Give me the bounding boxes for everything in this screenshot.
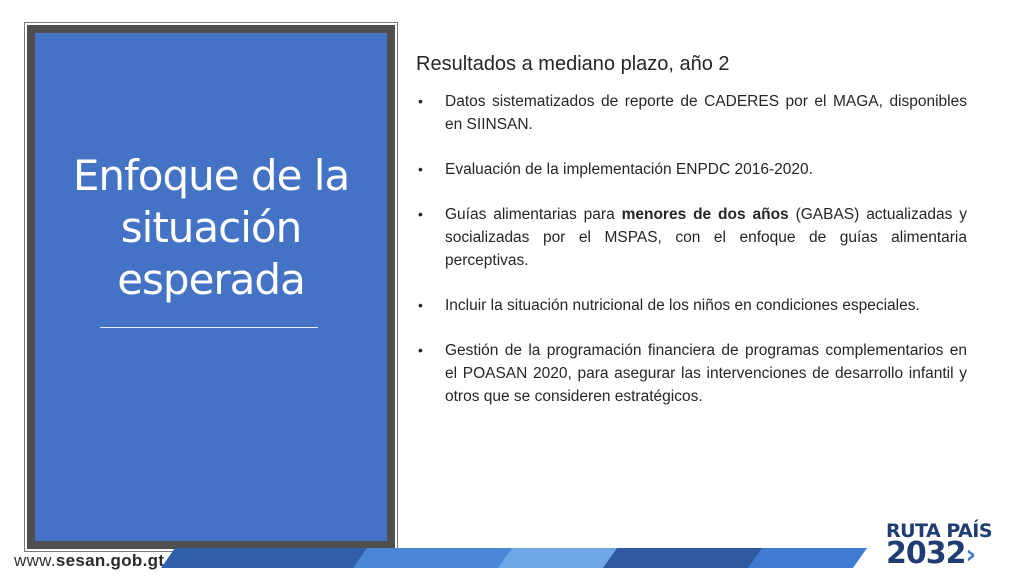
chevron-right-icon: › <box>965 540 976 570</box>
footer-stripe <box>603 548 767 568</box>
title-underline <box>100 327 318 328</box>
footer-url-prefix: www. <box>14 551 56 570</box>
list-item-text: Evaluación de la implementación ENPDC 2016-2020. <box>445 161 813 178</box>
slide-title <box>35 150 387 306</box>
list-item-text-end: (GABAS) actualizadas y socializadas por el MSPAS, con el enfoque de guías alimentaria perceptivas. <box>445 206 967 269</box>
list-item <box>416 294 967 317</box>
bullet-icon: • <box>418 342 423 358</box>
list-item <box>416 158 967 181</box>
footer-stripe <box>161 548 375 568</box>
logo-text-top: RUTA PAÍS <box>886 520 993 542</box>
list-item-text: Gestión de la programación financiera de programas complementarios en el POASAN 2020, para asegurar las intervenciones de desarrollo infantil y otros que se consideren estratégicos. <box>445 342 967 405</box>
list-item-text: Datos sistematizados de reporte de CADERES por el MAGA, disponibles en SIINSAN. <box>445 93 967 133</box>
ruta-pais-logo <box>886 522 1012 569</box>
bullet-icon: • <box>418 161 423 177</box>
slide-title-line: situación <box>120 203 302 252</box>
bullet-list <box>416 90 967 408</box>
list-item-emphasis: menores de dos años <box>621 206 789 223</box>
footer-stripe <box>353 548 517 568</box>
footer-stripe <box>498 548 622 568</box>
slide-title-line: Enfoque de la <box>72 151 350 200</box>
bullet-icon: • <box>418 93 423 109</box>
footer-stripe <box>748 548 867 568</box>
list-item-text-start: Guías alimentarias para <box>445 206 622 223</box>
bullet-icon: • <box>418 206 423 222</box>
list-item <box>416 203 967 272</box>
list-item <box>416 90 967 136</box>
footer-website-link[interactable] <box>14 551 164 571</box>
footer-url-domain: sesan.gob.gt <box>55 551 165 570</box>
bullet-icon: • <box>418 297 423 313</box>
logo-text-bottom <box>886 536 1012 571</box>
list-item <box>416 339 967 408</box>
slide-title-line: esperada <box>117 255 305 304</box>
section-heading: Resultados a mediano plazo, año 2 <box>416 53 730 75</box>
logo-year: 2032 <box>886 536 966 571</box>
content-area <box>416 50 967 430</box>
list-item-text: Incluir la situación nutricional de los niños en condiciones especiales. <box>445 297 920 314</box>
